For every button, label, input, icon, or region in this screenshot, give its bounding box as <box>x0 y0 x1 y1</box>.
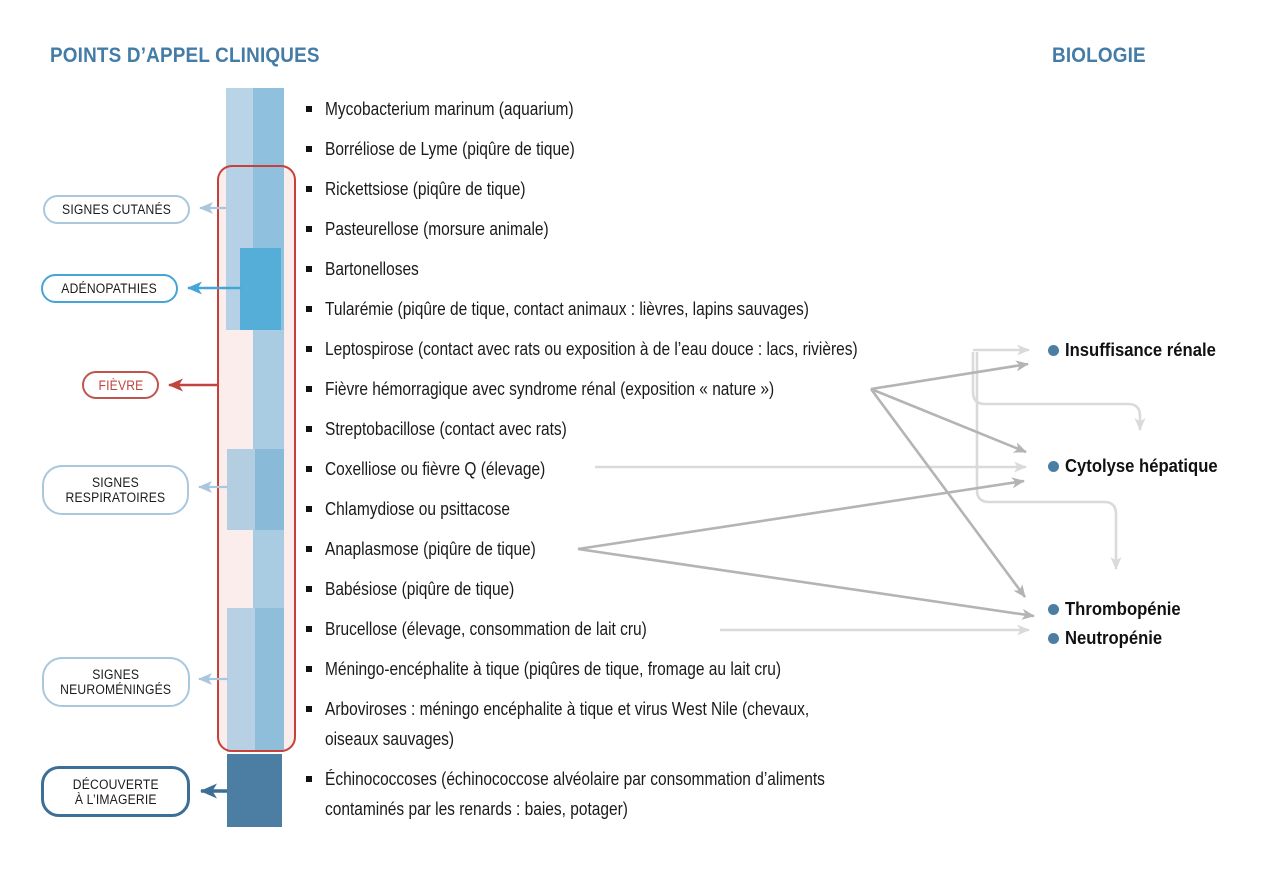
disease-item <box>303 494 540 524</box>
biology-label: Neutropénie <box>1065 627 1163 648</box>
pill-fievre-label: FIÈVRE <box>98 377 143 393</box>
disease-text: Pasteurellose (morsure animale) <box>325 219 549 239</box>
fever-zone-border <box>217 165 296 752</box>
biology-item-cytolyse-hepatique <box>1048 454 1235 478</box>
pill-line1: DÉCOUVERTE <box>72 776 159 792</box>
disease-text: Babésiose (piqûre de tique) <box>325 579 515 599</box>
disease-text: Échinococcoses (échinococcose alvéolaire par consommation d’aliments contaminés par les renards : baies, potager) <box>325 769 825 819</box>
pill-fievre <box>82 371 159 399</box>
disease-item <box>303 454 581 484</box>
disease-item <box>303 254 434 284</box>
bullet-square-icon <box>306 546 312 552</box>
disease-text: Coxelliose ou fièvre Q (élevage) <box>325 459 546 479</box>
biology-label: Thrombopénie <box>1065 598 1181 619</box>
bullet-square-icon <box>306 706 312 712</box>
pill-decouverte-imagerie <box>41 766 190 817</box>
bar-top-left <box>226 88 253 165</box>
disease-item <box>303 214 585 244</box>
pill-decouverte-imagerie-label <box>73 777 159 807</box>
disease-text: Streptobacillose (contact avec rats) <box>325 419 567 439</box>
disease-item <box>303 764 906 824</box>
clinical-header <box>50 44 350 68</box>
biology-item-thrombopenie <box>1048 597 1193 621</box>
arrow-fievre-hemorragique-to-thrombopenie <box>871 389 1025 597</box>
bullet-square-icon <box>306 306 312 312</box>
disease-item <box>303 414 606 444</box>
disease-item <box>303 694 888 754</box>
bullet-square-icon <box>306 426 312 432</box>
arrow-anaplasmose-to-thrombopenie <box>578 549 1034 616</box>
pill-line2: NEUROMÉNINGÉS <box>60 682 172 697</box>
pill-adenopathies-label: ADÉNOPATHIES <box>61 281 158 296</box>
bullet-square-icon <box>306 146 312 152</box>
bullet-square-icon <box>306 626 312 632</box>
pill-line2: À L’IMAGERIE <box>74 791 157 807</box>
pill-signes-neuromeninges-label <box>60 667 171 697</box>
disease-text: Bartonelloses <box>325 259 419 279</box>
bullet-dot-icon <box>1048 345 1059 356</box>
pill-line1: SIGNES <box>91 475 139 490</box>
bullet-square-icon <box>306 586 312 592</box>
disease-item <box>303 574 545 604</box>
biology-item-insuffisance-renale <box>1048 338 1233 362</box>
bullet-square-icon <box>306 466 312 472</box>
biology-label: Cytolyse hépatique <box>1065 455 1218 476</box>
disease-item <box>303 654 855 684</box>
disease-item <box>303 374 847 404</box>
disease-text: Arboviroses : méningo encéphalite à tique et virus West Nile (chevaux, oiseaux sauvages) <box>325 699 810 749</box>
bullet-square-icon <box>306 226 312 232</box>
bullet-square-icon <box>306 186 312 192</box>
disease-text: Brucellose (élevage, consommation de lait cru) <box>325 619 647 639</box>
biology-item-neutropenie <box>1048 626 1173 650</box>
disease-item <box>303 94 614 124</box>
arrow-fievre-hemorragique-to-insuffisance <box>871 364 1028 389</box>
bullet-square-icon <box>306 776 312 782</box>
disease-text: Mycobacterium marinum (aquarium) <box>325 99 574 119</box>
disease-item <box>303 334 944 364</box>
bullet-square-icon <box>306 346 312 352</box>
disease-text: Fièvre hémorragique avec syndrome rénal (exposition « nature ») <box>325 379 775 399</box>
bullet-square-icon <box>306 666 312 672</box>
arrow-fievre-hemorragique-to-cytolyse <box>871 389 1026 452</box>
biology-label: Insuffisance rénale <box>1065 339 1216 360</box>
pill-signes-cutanes-label: SIGNES CUTANÉS <box>62 202 171 217</box>
biology-header-label: BIOLOGIE <box>1052 44 1146 67</box>
pill-line2: RESPIRATOIRES <box>65 490 166 505</box>
pill-signes-respiratoires <box>42 465 189 515</box>
disease-text: Leptospirose (contact avec rats ou exposition à de l’eau douce : lacs, rivières) <box>325 339 858 359</box>
bullet-square-icon <box>306 386 312 392</box>
arrow-anaplasmose-to-cytolyse <box>578 481 1024 549</box>
bullet-square-icon <box>306 106 312 112</box>
bullet-square-icon <box>306 266 312 272</box>
clinical-header-label: POINTS D’APPEL CLINIQUES <box>50 44 320 67</box>
pill-signes-cutanes <box>43 195 190 224</box>
disease-text: Rickettsiose (piqûre de tique) <box>325 179 526 199</box>
disease-text: Tularémie (piqûre de tique, contact animaux : lièvres, lapins sauvages) <box>325 299 809 319</box>
bar-top-right <box>253 88 284 165</box>
disease-item <box>303 174 558 204</box>
bullet-dot-icon <box>1048 633 1059 644</box>
bullet-dot-icon <box>1048 461 1059 472</box>
disease-text: Méningo-encéphalite à tique (piqûres de tique, fromage au lait cru) <box>325 659 782 679</box>
biology-header <box>1052 44 1156 68</box>
disease-text: Borréliose de Lyme (piqûre de tique) <box>325 139 575 159</box>
bar-imaging-block <box>227 754 282 827</box>
pill-signes-respiratoires-label <box>66 475 166 505</box>
disease-item <box>303 614 699 644</box>
bullet-dot-icon <box>1048 604 1059 615</box>
disease-item <box>303 534 570 564</box>
pill-signes-neuromeninges <box>42 657 190 707</box>
pill-adenopathies <box>41 274 178 303</box>
bullet-square-icon <box>306 506 312 512</box>
pill-line1: SIGNES <box>92 667 140 682</box>
arrow-leptospirose-to-cytolyse <box>973 352 1140 430</box>
disease-item <box>303 134 616 164</box>
disease-item <box>303 294 888 324</box>
disease-text: Chlamydiose ou psittacose <box>325 499 511 519</box>
disease-text: Anaplasmose (piqûre de tique) <box>325 539 536 559</box>
